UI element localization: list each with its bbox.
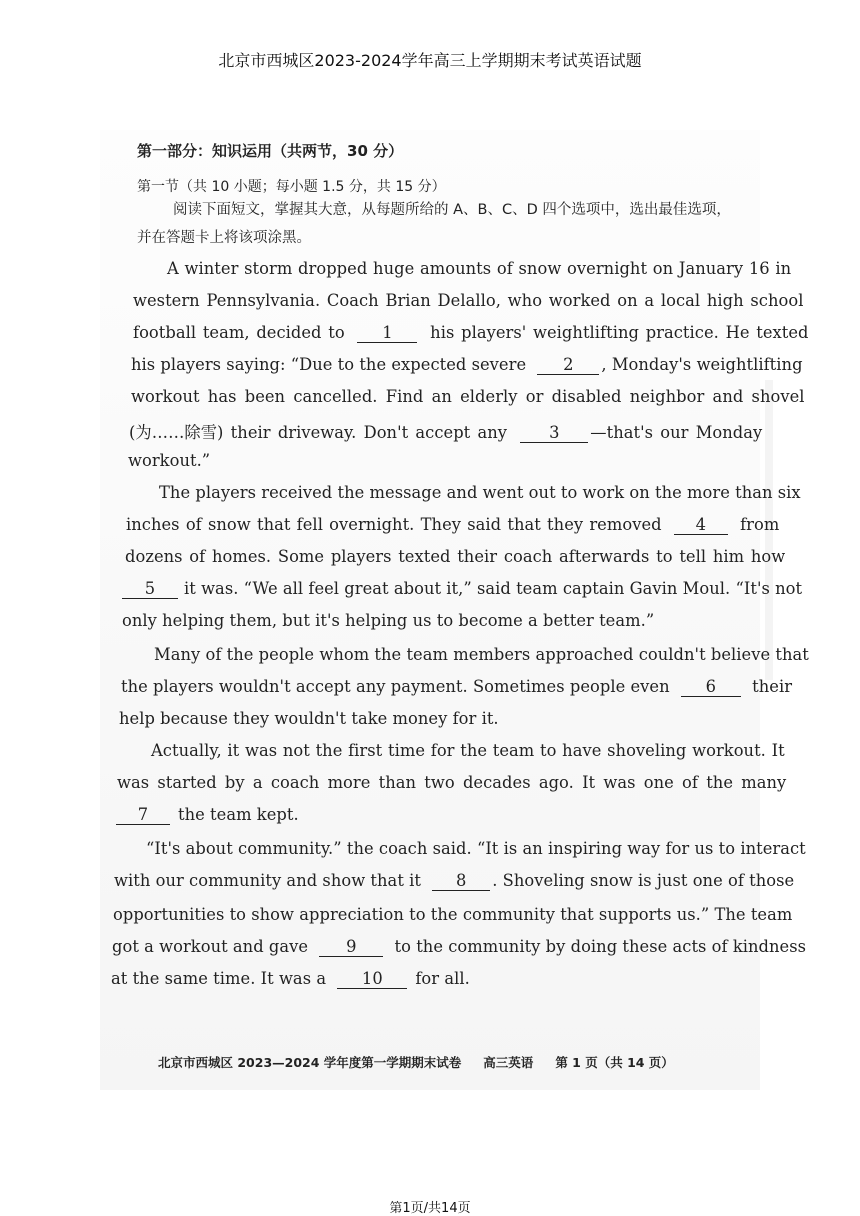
blank-10: 10	[337, 970, 407, 989]
text-line	[112, 937, 806, 957]
text-line	[126, 515, 779, 535]
text-segment: with our community and show that it	[114, 871, 421, 890]
text-segment: football team, decided to	[133, 323, 345, 342]
text-segment: his players' weightlifting practice. He texted	[430, 323, 809, 342]
blank-6: 6	[681, 678, 741, 697]
text-line	[116, 805, 299, 825]
text-segment: , Monday's weightlifting	[601, 355, 803, 374]
text-segment: for all.	[415, 969, 470, 988]
document-title: 北京市西城区2023-2024学年高三上学期期末考试英语试题	[218, 51, 642, 70]
text-line	[133, 323, 809, 343]
text-line: was started by a coach more than two decades ago. It was one of the many	[117, 773, 787, 792]
exam-page-info: 第 1 页（共 14 页）	[555, 1055, 674, 1070]
blank-2: 2	[537, 356, 599, 375]
blank-5: 5	[122, 580, 178, 599]
text-line	[121, 677, 792, 697]
text-segment: it was. “We all feel great about it,” said team captain Gavin Moul. “It's not	[184, 579, 803, 598]
page-number: 第1页/共14页	[389, 1201, 471, 1216]
text-segment: . Shoveling snow is just one of those	[492, 871, 795, 890]
text-segment: to the community by doing these acts of kindness	[394, 937, 807, 956]
text-line: “It's about community.” the coach said. “It is an inspiring way for us to interact	[146, 839, 806, 858]
text-segment: their	[752, 677, 793, 696]
text-line: workout.”	[128, 451, 211, 470]
exam-subject: 高三英语	[483, 1055, 534, 1070]
text-segment: from	[740, 515, 780, 534]
text-line: only helping them, but it's helping us to become a better team.”	[122, 611, 655, 630]
text-segment: (为……除雪) their driveway. Don't accept any	[129, 423, 508, 442]
blank-7: 7	[116, 806, 170, 825]
text-line: help because they wouldn't take money for it.	[119, 709, 499, 728]
blank-1: 1	[357, 324, 417, 343]
text-line	[122, 579, 802, 599]
text-segment: his players saying: “Due to the expected severe	[131, 355, 527, 374]
text-line	[111, 969, 470, 989]
blank-9: 9	[319, 938, 383, 957]
exam-footer	[158, 1053, 696, 1071]
blank-3: 3	[520, 424, 588, 443]
text-line	[129, 419, 762, 443]
text-segment: inches of snow that fell overnight. They said that they removed	[126, 515, 662, 534]
text-segment: the team kept.	[178, 805, 299, 824]
blank-4: 4	[674, 516, 728, 535]
text-line: workout has been cancelled. Find an elderly or disabled neighbor and shovel	[131, 387, 805, 406]
text-line: The players received the message and went out to work on the more than six	[159, 483, 801, 502]
text-line: opportunities to show appreciation to the community that supports us.” The team	[113, 905, 793, 924]
text-segment: —that's our Monday	[590, 423, 763, 442]
text-segment: at the same time. It was a	[111, 969, 327, 988]
text-line: Many of the people whom the team members approached couldn't believe that	[154, 645, 809, 664]
exam-title: 北京市西城区 2023—2024 学年度第一学期期末试卷	[158, 1055, 462, 1070]
text-segment: the players wouldn't accept any payment. Sometimes people even	[121, 677, 670, 696]
blank-8: 8	[432, 872, 490, 891]
instructions: 阅读下面短文，掌握其大意，从每题所给的 A、B、C、D 四个选项中，选出最佳选项，并在答题卡上将该项涂黑。	[137, 202, 731, 246]
text-segment: got a workout and gave	[112, 937, 309, 956]
section-heading: 第一节（共 10 小题；每小题 1.5 分，共 15 分）	[137, 179, 446, 195]
text-line: A winter storm dropped huge amounts of snow overnight on January 16 in	[167, 259, 792, 278]
text-line	[114, 871, 794, 891]
text-line: dozens of homes. Some players texted their coach afterwards to tell him how	[125, 547, 786, 566]
text-line: western Pennsylvania. Coach Brian Delallo, who worked on a local high school	[133, 291, 804, 310]
part-heading: 第一部分：知识运用（共两节，30 分）	[137, 142, 404, 160]
text-line: Actually, it was not the first time for the team to have shoveling workout. It	[151, 741, 785, 760]
text-line	[131, 355, 803, 375]
